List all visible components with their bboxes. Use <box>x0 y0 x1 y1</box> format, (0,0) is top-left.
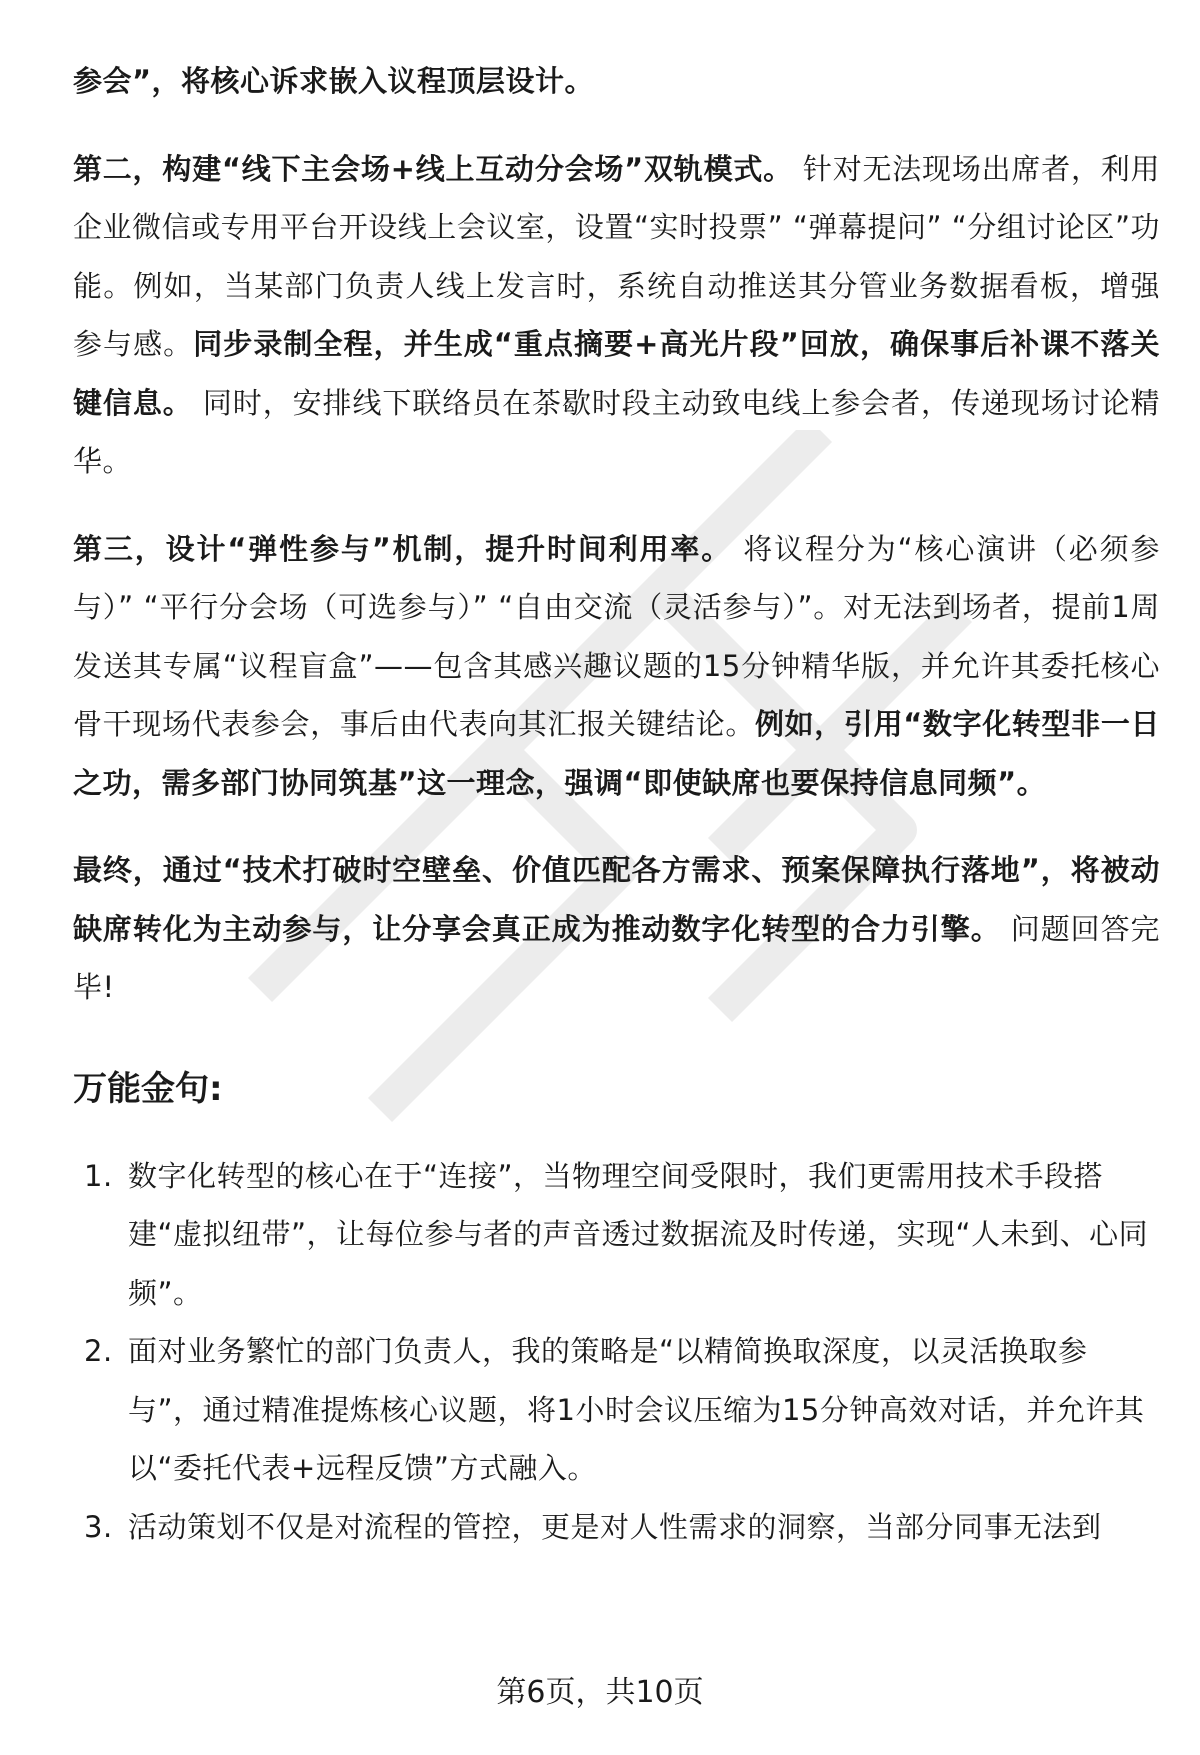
bold-text: 最终，通过“技术打破时空壁垒、价值匹配各方需求、预案保障执行落地”，将被动缺席转化为主动参与，让分享会真正成为推动数字化转型的合力引擎。 <box>73 853 1160 946</box>
body-text: 针对无法现场出席者，利用企业微信或专用平台开设线上会议室，设置“实时投票” “弹幕提问” “分组讨论区”功能。例如，当某部门负责人线上发言时，系统自动推送其分管业务数据看板，增强参与感。 <box>73 151 1160 361</box>
page-footer: 第6页，共10页 <box>496 1675 704 1710</box>
section-heading: 万能金句: <box>73 1068 223 1109</box>
list-item <box>73 1498 1160 1557</box>
bold-text: 同步录制全程，并生成“重点摘要+高光片段”回放，确保事后补课不落关键信息。 <box>73 327 1160 420</box>
bold-text: 参会”，将核心诉求嵌入议程顶层设计。 <box>73 64 595 98</box>
list-item-text: 活动策划不仅是对流程的管控，更是对人性需求的洞察，当部分同事无法到 <box>128 1509 1102 1544</box>
body-text: 同时，安排线下联络员在茶歇时段主动致电线上参会者，传递现场讨论精华。 <box>73 385 1160 478</box>
paragraph-intro-tail <box>73 52 1160 111</box>
list-number: 3. <box>84 1509 113 1544</box>
list-item <box>73 1147 1160 1323</box>
paragraph-third-point <box>73 520 1160 813</box>
list-number: 1. <box>84 1158 113 1193</box>
quotes-list <box>73 1147 1160 1557</box>
bold-text: 例如，引用“数字化转型非一日之功，需多部门协同筑基”这一理念，强调“即使缺席也要保持信息同频”。 <box>73 707 1160 800</box>
list-number: 2. <box>84 1334 113 1368</box>
paragraph-conclusion <box>73 841 1160 1017</box>
bold-text: 第二，构建“线下主会场+线上互动分会场”双轨模式。 <box>73 151 793 186</box>
bold-text: 第三，设计“弹性参与”机制，提升时间利用率。 <box>73 531 733 566</box>
list-item <box>73 1322 1160 1498</box>
body-text: 问题回答完毕! <box>73 911 1160 1004</box>
list-item-text: 数字化转型的核心在于“连接”，当物理空间受限时，我们更需用技术手段搭建“虚拟纽带”，让每位参与者的声音透过数据流及时传递，实现“人未到、心同频”。 <box>128 1158 1149 1310</box>
list-item-text: 面对业务繁忙的部门负责人，我的策略是“以精简换取深度，以灵活换取参与”，通过精准提炼核心议题，将1小时会议压缩为15分钟高效对话，并允许其以“委托代表+远程反馈”方式融入。 <box>128 1334 1145 1485</box>
body-text: 将议程分为“核心演讲（必须参与）” “平行分会场（可选参与）” “自由交流（灵活参与）”。对无法到场者，提前1周发送其专属“议程盲盒”——包含其感兴趣议题的15分钟精华版，并允许其委托核心骨干现场代表参会，事后由代表向其汇报关键结论。 <box>73 531 1161 741</box>
paragraph-second-point <box>73 140 1160 491</box>
document-body <box>73 52 1160 1556</box>
